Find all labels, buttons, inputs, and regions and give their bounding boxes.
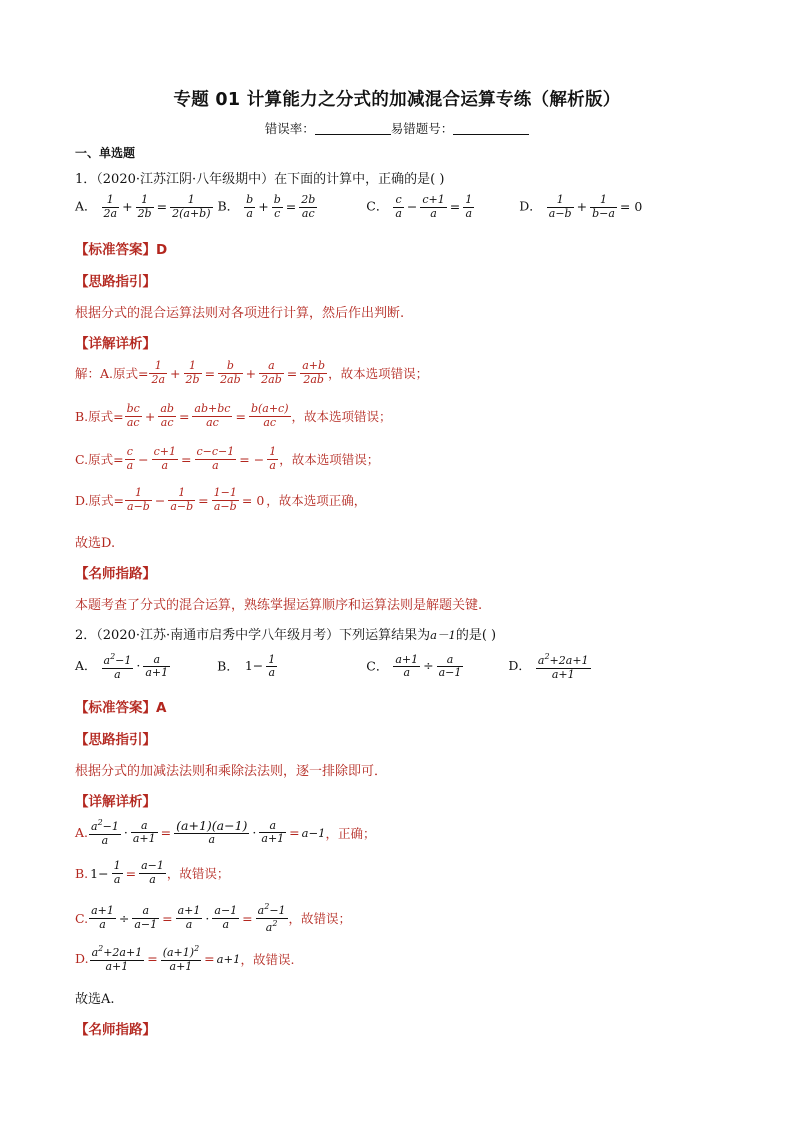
error-rate-line <box>0 119 794 137</box>
q1-hint-text: 根据分式的混合运算法则对各项进行计算，然后作出判断. <box>75 306 405 321</box>
q2-solution-c: C. $\frac{a+1}{a}$ ÷ $\frac{a}{a-1}$ = $\frac{a+1}{a}$ · $\frac{a-1}{a}$ = $\frac{a^2-1}{a^2}$ ，故错误； <box>75 902 352 934</box>
q2-hint-text: 根据分式的加减法法则和乘除法法则，逐一排除即可． <box>75 764 388 779</box>
q1-sol-d-suffix: ，故本选项正确， <box>266 493 367 509</box>
q1-sol-c-prefix: C.原式= <box>75 452 124 468</box>
q2-option-d: D． $\frac{a^2+2a+1}{a+1}$ <box>508 652 589 681</box>
q1-sol-a-prefix: 解：A.原式= <box>75 366 149 382</box>
q1-solution-b: B.原式= $\frac{bc}{ac}$ + $\frac{ab}{ac}$ = $\frac{ab+bc}{ac}$ = $\frac{b(a+c)}{ac}$ ，故本选项错误； <box>75 402 392 429</box>
q1-option-c: C． $\frac{c}{a}$ − $\frac{c+1}{a}$ = $\frac{1}{a}$ <box>366 193 473 220</box>
q1-option-b: B． $\frac{b}{a}$ + $\frac{b}{c}$ = $\frac{2b}{ac}$ <box>217 193 316 220</box>
q2-choose: 故选A. <box>75 992 115 1007</box>
q2-solution-b: B. 1− $\frac{1}{a}$ = $\frac{a-1}{a}$ ，故错误； <box>75 859 230 886</box>
q2-stem-part2: 的是( ) <box>455 628 497 643</box>
q2-sol-d-suffix: ，故错误. <box>240 951 295 967</box>
q2-option-a: A． $\frac{a^2-1}{a}$ · $\frac{a}{a+1}$ <box>75 652 169 681</box>
q1-hint-tag: 【思路指引】 <box>75 274 156 290</box>
q1-option-d: D． $\frac{1}{a-b}$ + $\frac{1}{b-a}$ = 0 <box>519 193 643 220</box>
q1-stem: 1．（2020·江苏江阴·八年级期中）在下面的计算中，正确的是( ) <box>75 172 445 187</box>
q1-options <box>75 194 644 220</box>
section-heading: 一、单选题 <box>75 146 136 160</box>
q1-answer: 【标准答案】D <box>75 242 168 258</box>
q1-sol-b-prefix: B.原式= <box>75 409 124 425</box>
q2-teacher-tag: 【名师指路】 <box>75 1022 156 1038</box>
q2-solution-d: D. $\frac{a^2+2a+1}{a+1}$ = $\frac{(a+1)^2}{a+1}$ = a+1 ，故错误. <box>75 944 295 973</box>
q2-sol-d-prefix: D. <box>75 951 89 967</box>
q2-sol-b-suffix: ，故错误； <box>166 866 230 882</box>
page-title: 专题 01 计算能力之分式的加减混合运算专练（解析版） <box>173 90 621 110</box>
q1-option-c-label: C． <box>366 198 389 214</box>
q2-sol-b-prefix: B. <box>75 865 89 881</box>
q2-option-b-label: B． <box>217 658 239 674</box>
q2-option-c-label: C． <box>366 658 389 674</box>
q1-choose: 故选D. <box>75 536 116 551</box>
wrong-question-label: 易错题号： <box>390 121 454 136</box>
q1-solution-a: 解：A.原式= $\frac{1}{2a}$ + $\frac{1}{2b}$ = $\frac{b}{2ab}$ + $\frac{a}{2ab}$ = $\frac{a+b}{2ab}$ ，故本选项错误； <box>75 359 429 386</box>
q2-option-a-label: A． <box>75 658 97 674</box>
q2-answer: 【标准答案】A <box>75 700 167 716</box>
q1-option-a-label: A． <box>75 198 97 214</box>
q2-detail-tag: 【详解详析】 <box>75 794 156 810</box>
q1-teacher-tag: 【名师指路】 <box>75 566 156 582</box>
q1-sol-c-suffix: ，故本选项错误； <box>279 452 380 468</box>
q1-option-a: A． $\frac{1}{2a}$ + $\frac{1}{2b}$ = $\frac{1}{2(a+b)}$ <box>75 193 211 220</box>
q1-solution-d: D.原式= $\frac{1}{a-b}$ − $\frac{1}{a-b}$ = $\frac{1-1}{a-b}$ = 0 ，故本选项正确， <box>75 486 367 513</box>
q1-detail-tag: 【详解详析】 <box>75 336 156 352</box>
q1-option-b-label: B． <box>217 198 240 214</box>
q2-stem-expression: a－1 <box>430 628 456 642</box>
q2-sol-c-suffix: ，故错误； <box>288 911 352 927</box>
error-rate-label: 错误率： <box>264 121 315 136</box>
q2-solution-a: A. $\frac{a^2-1}{a}$ · $\frac{a}{a+1}$ = $\frac{(a+1)(a-1)}{a}$ · $\frac{a}{a+1}$ = a−1 ，正确； <box>75 817 376 847</box>
q2-sol-a-prefix: A. <box>75 825 89 841</box>
error-rate-blank <box>315 122 391 135</box>
q2-stem-part1: 2．（2020·江苏·南通市启秀中学八年级月考）下列运算结果为 <box>75 628 431 643</box>
q2-option-c: C． $\frac{a+1}{a}$ ÷ $\frac{a}{a-1}$ <box>366 652 462 680</box>
q2-sol-a-suffix: ，正确； <box>325 825 376 841</box>
q1-solution-c: C.原式= $\frac{c}{a}$ − $\frac{c+1}{a}$ = $\frac{c-c-1}{a}$ = − $\frac{1}{a}$ ，故本选项错误； <box>75 445 380 472</box>
wrong-question-blank <box>453 122 529 135</box>
q1-sol-d-prefix: D.原式= <box>75 493 125 509</box>
q1-sol-b-suffix: ，故本选项错误； <box>291 409 392 425</box>
q2-options <box>75 652 592 681</box>
q2-sol-c-prefix: C. <box>75 910 89 926</box>
q2-hint-tag: 【思路指引】 <box>75 732 156 748</box>
q2-stem <box>75 624 496 643</box>
q1-option-d-label: D． <box>519 198 542 214</box>
q1-teacher-text: 本题考查了分式的混合运算，熟练掌握运算顺序和运算法则是解题关键. <box>75 598 483 613</box>
q1-sol-a-suffix: ，故本选项错误； <box>328 366 429 382</box>
q2-option-d-label: D． <box>508 658 531 674</box>
q2-option-b: B． 1− $\frac{1}{a}$ <box>217 652 276 680</box>
